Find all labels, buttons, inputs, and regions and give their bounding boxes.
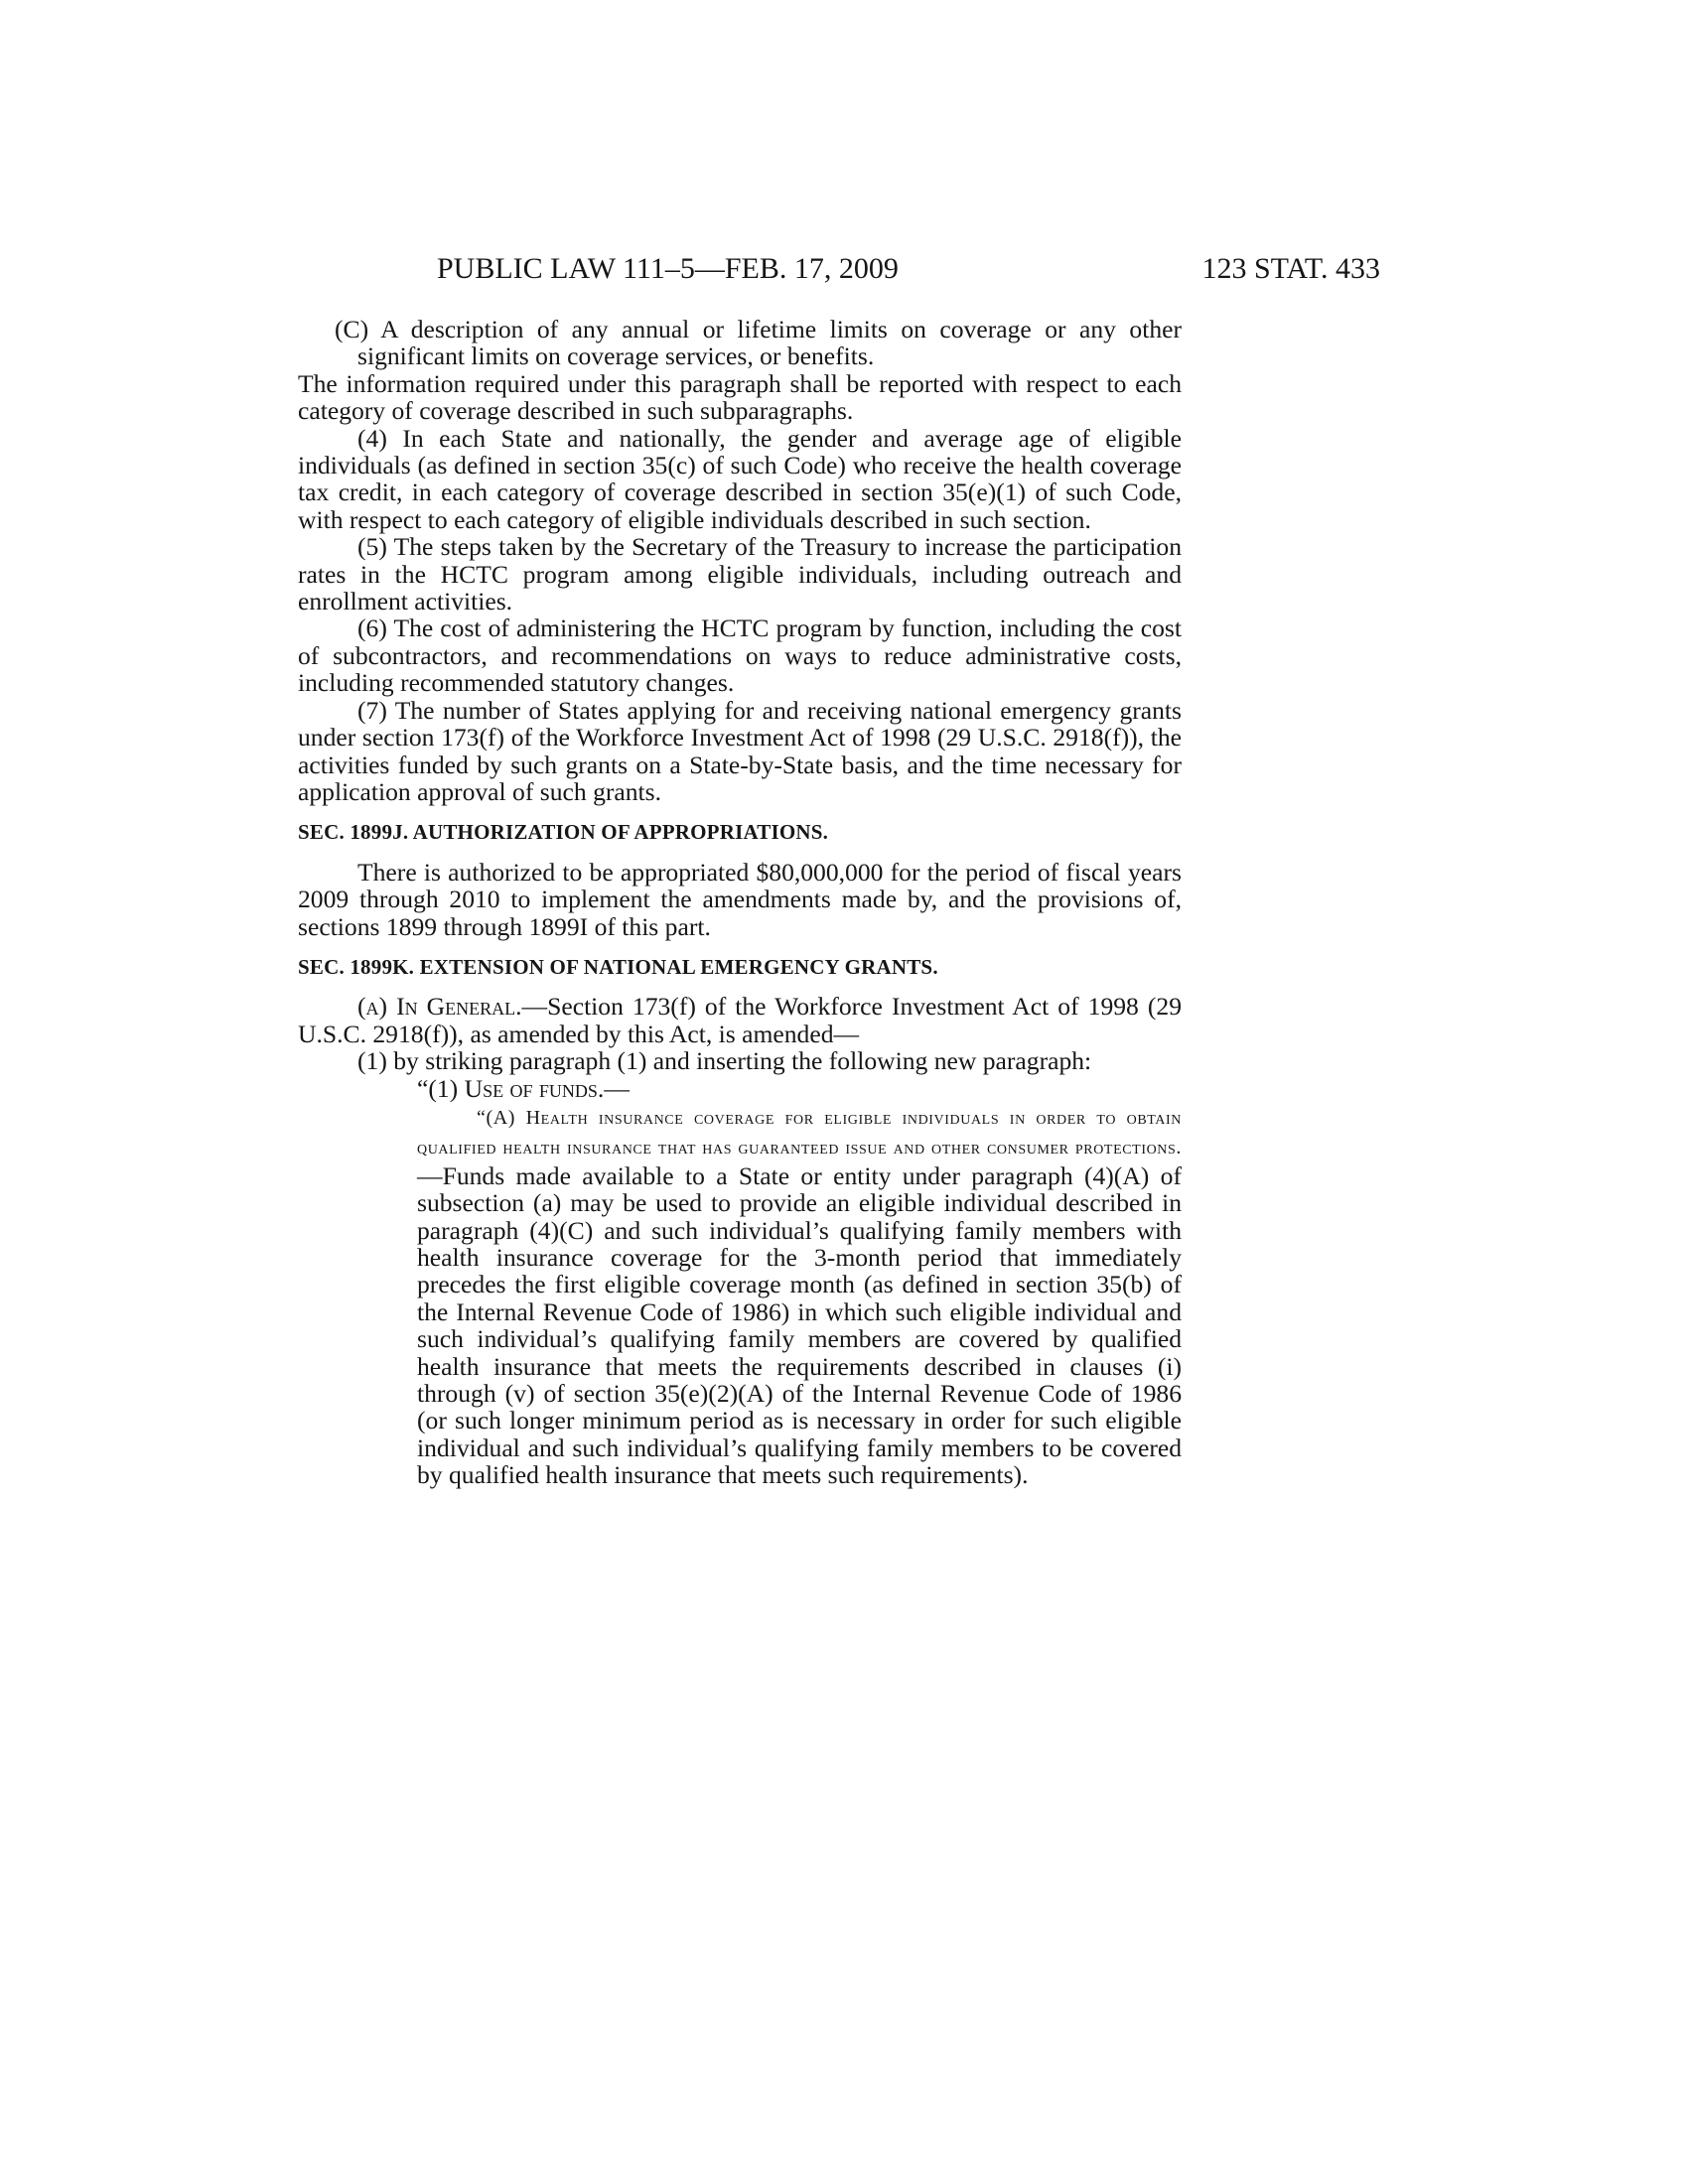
paragraph-6: (6) The cost of administering the HCTC program by function, including the cost of subcontractors, and recommendations on ways to reduce administrative costs, including recommended statutory changes. — [298, 614, 1182, 698]
subparagraph-a — [298, 1102, 1182, 1489]
running-head: PUBLIC LAW 111–5—FEB. 17, 2009 — [437, 252, 899, 285]
paragraph-c: (C) A description of any annual or lifetime limits on coverage or any other significant limits on coverage services, or benefits. — [335, 315, 1182, 371]
paragraph-4: (4) In each State and nationally, the gender and average age of eligible individuals (as defined in section 35(c) of such Code) who receive the health coverage tax credit, in each category of coverage described in section 35(e)(1) of such Code, with respect to each category of eligible individuals described in such section. — [298, 423, 1182, 534]
section-1899j-text: There is authorized to be appropriated $80,000,000 for the period of fiscal years 2009 through 2010 to implement the amendments made by, and the provisions of, sections 1899 through 1899I of this part. — [298, 857, 1182, 941]
page-body — [298, 316, 1182, 1489]
paragraph-7: (7) The number of States applying for and receiving national emergency grants under section 173(f) of the Workforce Investment Act of 1998 (29 U.S.C. 2918(f)), the activities funded by such grants on a State-by-State basis, and the time necessary for application approval of such grants. — [298, 695, 1182, 806]
amendment-item-1: (1) by striking paragraph (1) and inserting the following new paragraph: — [357, 1046, 1092, 1076]
subsection-a-label: (a) In General. — [357, 992, 522, 1022]
section-heading-1899j: SEC. 1899J. AUTHORIZATION OF APPROPRIATIONS. — [298, 820, 829, 845]
paragraph-5: (5) The steps taken by the Secretary of the Treasury to increase the participation rates in the HCTC program among eligible individuals, including outreach and enrollment activities. — [298, 532, 1182, 616]
subsection-a — [298, 993, 1182, 1047]
section-heading-1899k: SEC. 1899K. EXTENSION OF NATIONAL EMERGENCY GRANTS. — [298, 954, 938, 979]
statute-citation: 123 STAT. 433 — [1201, 252, 1380, 285]
page-header — [298, 252, 1380, 292]
paragraph-info-note: The information required under this paragraph shall be reported with respect to each category of coverage described in such subparagraphs. — [298, 368, 1182, 426]
subparagraph-a-heading: “(A) Health insurance coverage for eligible individuals in order to obtain qualified health insurance that has guaranteed issue and other consumer protections. — [417, 1106, 1182, 1160]
use-of-funds-heading: “(1) Use of funds.— — [417, 1073, 630, 1103]
subparagraph-a-text: —Funds made available to a State or entity under paragraph (4)(A) of subsection (a) may be used to provide an eligible individual described in paragraph (4)(C) and such individual’s qualifying family members with health insurance coverage for the 3-month period that immediately precedes the first eligible coverage month (as defined in section 35(b) of the Internal Revenue Code of 1986) in which such eligible individual and such individual’s qualifying family members are covered by qualified health insurance that meets the requirements described in clauses (i) through (v) of section 35(e)(2)(A) of the Internal Revenue Code of 1986 (or such longer minimum period as is necessary in order for such eligible individual and such individual’s qualifying family members to be covered by qualified health insurance that meets such requirements). — [417, 1160, 1182, 1490]
subsection-a-text: —Section 173(f) of the Workforce Investment Act of 1998 (29 U.S.C. 2918(f)), as amended by this Act, is amended— — [298, 992, 1182, 1048]
